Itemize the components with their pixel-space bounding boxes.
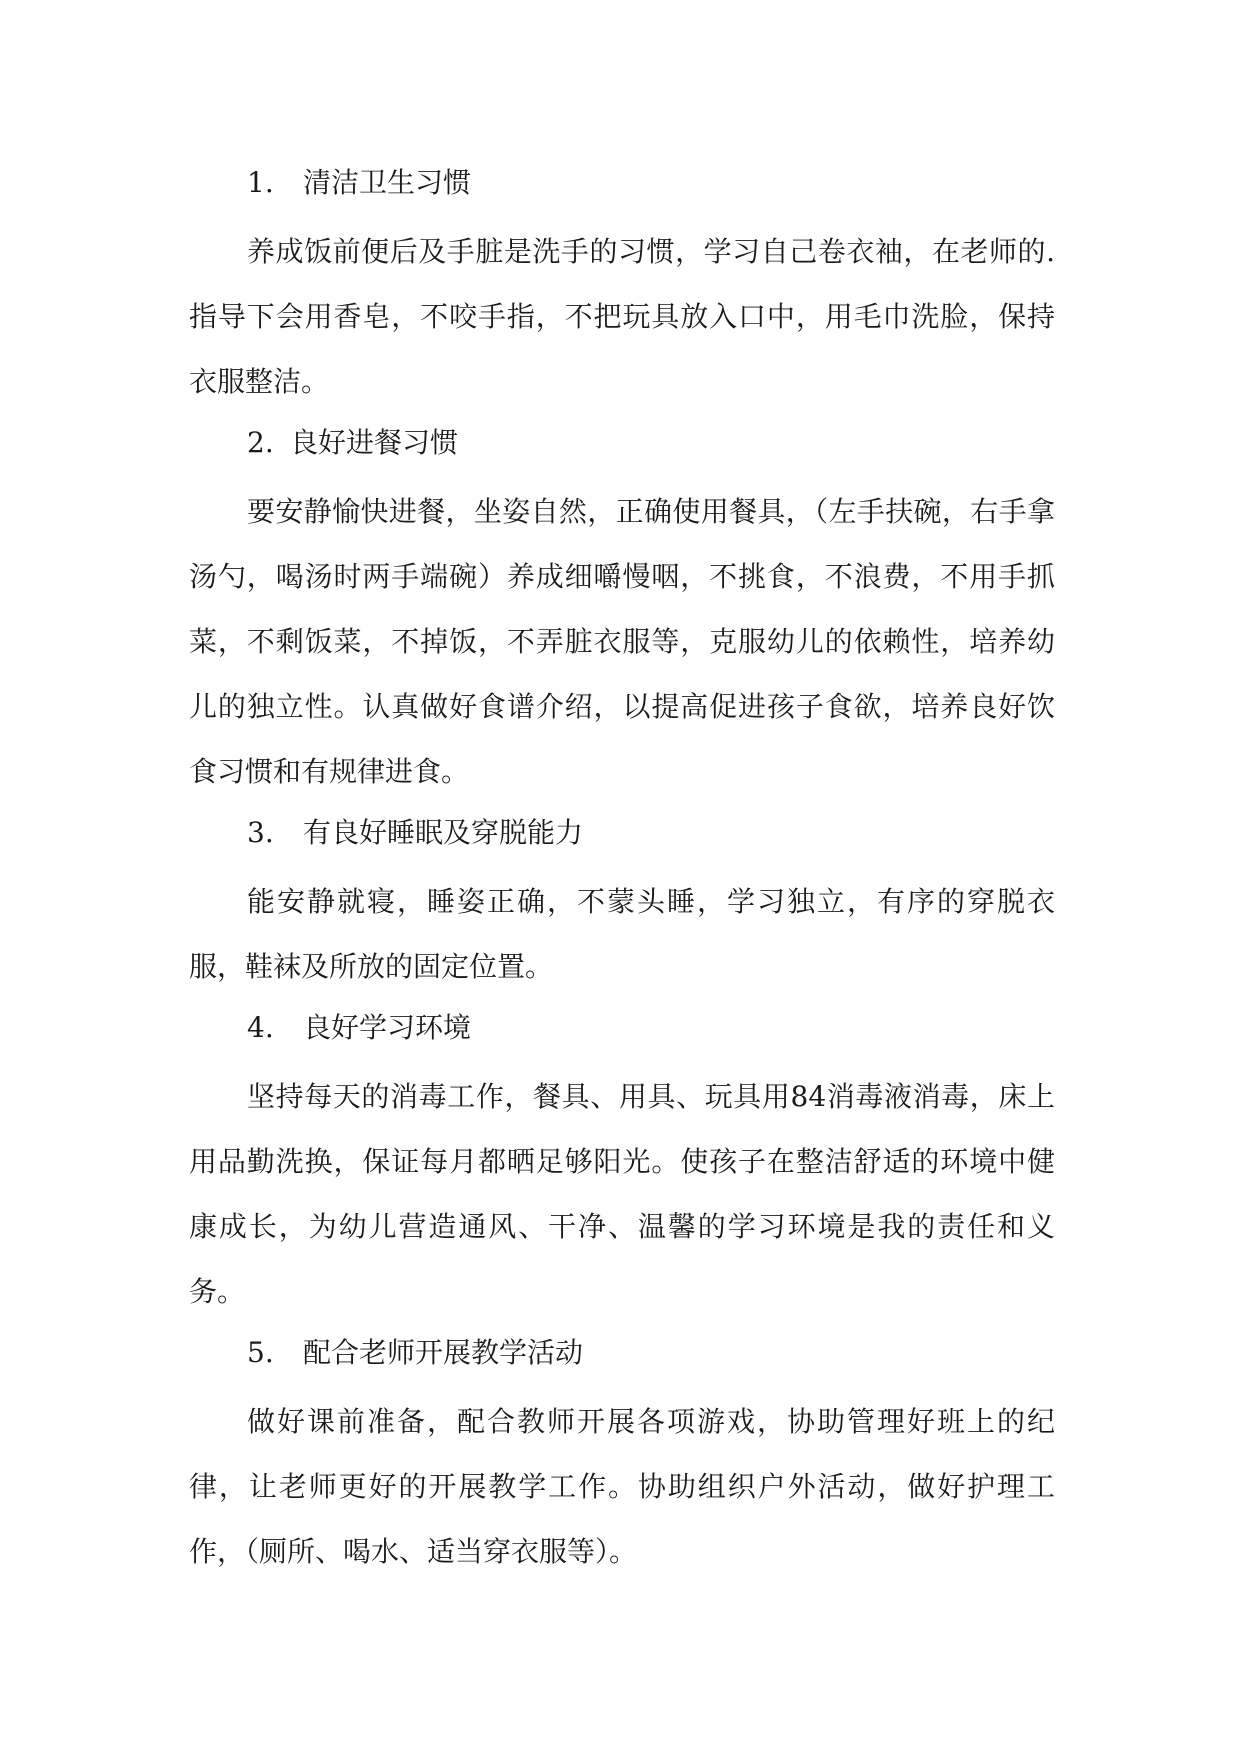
- section-heading-4: [247, 1010, 471, 1046]
- section-heading-5: [247, 1335, 583, 1371]
- section-paragraph-4: 坚持每天的消毒工作，餐具、用具、玩具用84消毒液消毒，床上用品勤洗换，保证每月都晒足够阳光。使孩子在整洁舒适的环境中健康成长，为幼儿营造通风、干净、温馨的学习环境是我的责任和义务。: [189, 1080, 1055, 1308]
- section-heading-1: [247, 165, 471, 201]
- section-title: 良好学习环境: [303, 1011, 472, 1044]
- section-title: 良好进餐习惯: [290, 426, 459, 459]
- section-paragraph-3: 能安静就寝，睡姿正确，不蒙头睡，学习独立，有序的穿脱衣服，鞋袜及所放的固定位置。: [189, 885, 1055, 983]
- section-paragraph-1: 养成饭前便后及手脏是洗手的习惯，学习自己卷衣袖，在老师的.指导下会用香皂，不咬手指，不把玩具放入口中，用毛巾洗脸，保持衣服整洁。: [189, 235, 1055, 398]
- section-number: 1.: [247, 166, 274, 199]
- section-paragraph-5: 做好课前准备，配合教师开展各项游戏，协助管理好班上的纪律，让老师更好的开展教学工作。协助组织户外活动，做好护理工作，（厕所、喝水、适当穿衣服等）。: [189, 1405, 1055, 1568]
- section-number: 5.: [247, 1336, 274, 1369]
- section-number: 3.: [247, 816, 274, 849]
- section-number: 2.: [247, 426, 274, 459]
- section-heading-3: [247, 815, 583, 851]
- section-title: 清洁卫生习惯: [303, 166, 472, 199]
- section-heading-2: [247, 425, 458, 461]
- section-title: 有良好睡眠及穿脱能力: [303, 816, 584, 849]
- section-title: 配合老师开展教学活动: [303, 1336, 584, 1369]
- section-paragraph-2: 要安静愉快进餐，坐姿自然，正确使用餐具，（左手扶碗，右手拿汤勺，喝汤时两手端碗）养成细嚼慢咽，不挑食，不浪费，不用手抓菜，不剩饭菜，不掉饭，不弄脏衣服等，克服幼儿的依赖性，培养幼儿的独立性。认真做好食谱介绍，以提高促进孩子食欲，培养良好饮食习惯和有规律进食。: [189, 495, 1055, 788]
- section-number: 4.: [247, 1011, 274, 1044]
